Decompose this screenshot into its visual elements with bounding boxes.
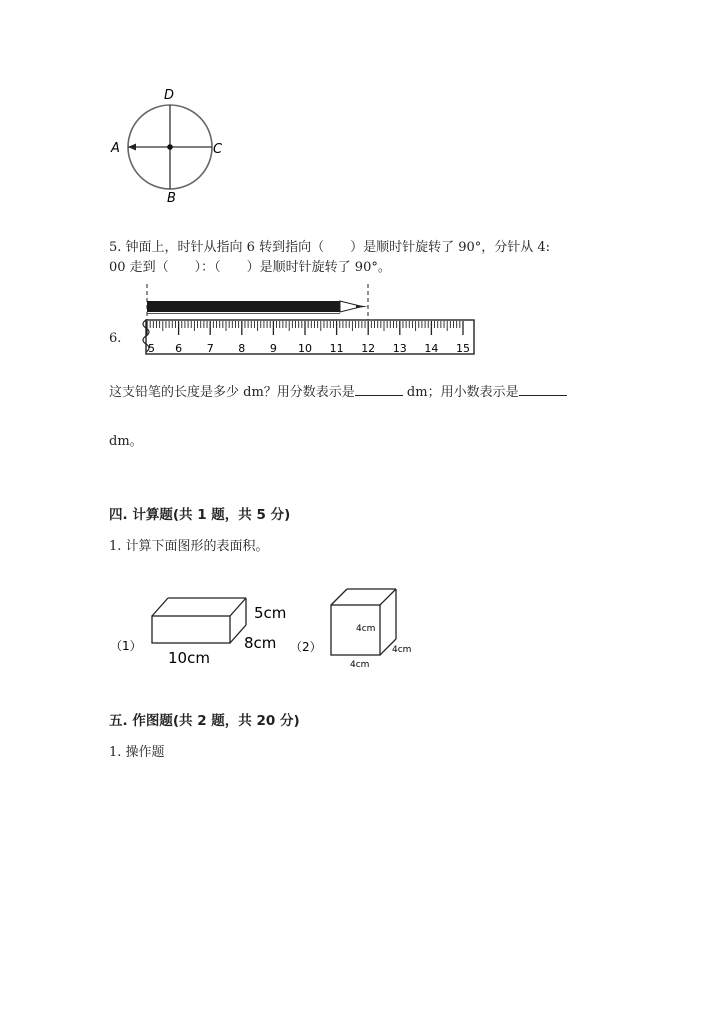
fig1-height-label: 5cm	[254, 604, 287, 622]
pencil-ruler-figure	[130, 282, 480, 362]
cube-outline	[331, 589, 396, 655]
fig2-label: （2）	[290, 640, 322, 654]
label-d: D	[164, 88, 175, 103]
section4-heading: 四. 计算题(共 1 题，共 5 分)	[109, 507, 291, 523]
ruler-label: 6	[175, 342, 183, 355]
section5-heading: 五. 作图题(共 2 题，共 20 分)	[109, 713, 300, 729]
ruler-label: 5	[148, 342, 155, 355]
center-point	[167, 144, 173, 150]
ruler-label: 13	[392, 342, 407, 355]
label-c: C	[213, 142, 223, 157]
pencil	[147, 301, 368, 314]
fig2-front-label: 4cm	[356, 624, 376, 634]
fig1-depth-label: 8cm	[244, 634, 277, 652]
fig1-length-label: 10cm	[168, 649, 210, 667]
ruler-label: 14	[424, 342, 439, 355]
pencil-body	[147, 301, 340, 312]
cuboid-outline	[152, 598, 246, 643]
fig1-label: （1）	[110, 639, 142, 653]
ruler-label: 8	[238, 342, 246, 355]
q6-text-line2: dm。	[109, 434, 143, 449]
ruler-label: 15	[456, 342, 470, 355]
ruler-label: 12	[361, 342, 376, 355]
q6-question-text	[109, 383, 567, 402]
q5-line1: 5. 钟面上，时针从指向 6 转到指向（ ）是顺时针旋转了 90°，分针从 4:	[109, 240, 551, 255]
fig2-side-label: 4cm	[392, 645, 412, 655]
fig2-bottom-label: 4cm	[350, 660, 370, 670]
ruler-label: 7	[206, 342, 214, 355]
decimal-answer-blank[interactable]	[519, 383, 567, 396]
cuboid-figure	[110, 588, 310, 670]
circle-compass-figure	[100, 80, 230, 210]
pencil-lead	[356, 305, 368, 308]
q6-number: 6.	[109, 331, 122, 346]
ruler-label: 10	[298, 342, 312, 355]
q5-line2: 00 走到（ ）：（ ）是顺时针旋转了 90°。	[109, 260, 391, 275]
fraction-answer-blank[interactable]	[355, 383, 403, 396]
label-b: B	[167, 191, 176, 206]
ruler-label: 11	[329, 342, 344, 355]
section4-q1-text: 1. 计算下面图形的表面积。	[109, 539, 269, 554]
cube-figure	[290, 585, 420, 675]
q6-text-part2: dm；用小数表示是	[402, 385, 519, 400]
q6-text-part1: 这支铅笔的长度是多少 dm？用分数表示是	[109, 385, 355, 400]
left-arrowhead-icon	[128, 144, 136, 151]
ruler	[143, 320, 474, 355]
ruler-label: 9	[269, 342, 277, 355]
label-a: A	[111, 141, 120, 156]
section5-q1-text: 1. 操作题	[109, 745, 165, 760]
